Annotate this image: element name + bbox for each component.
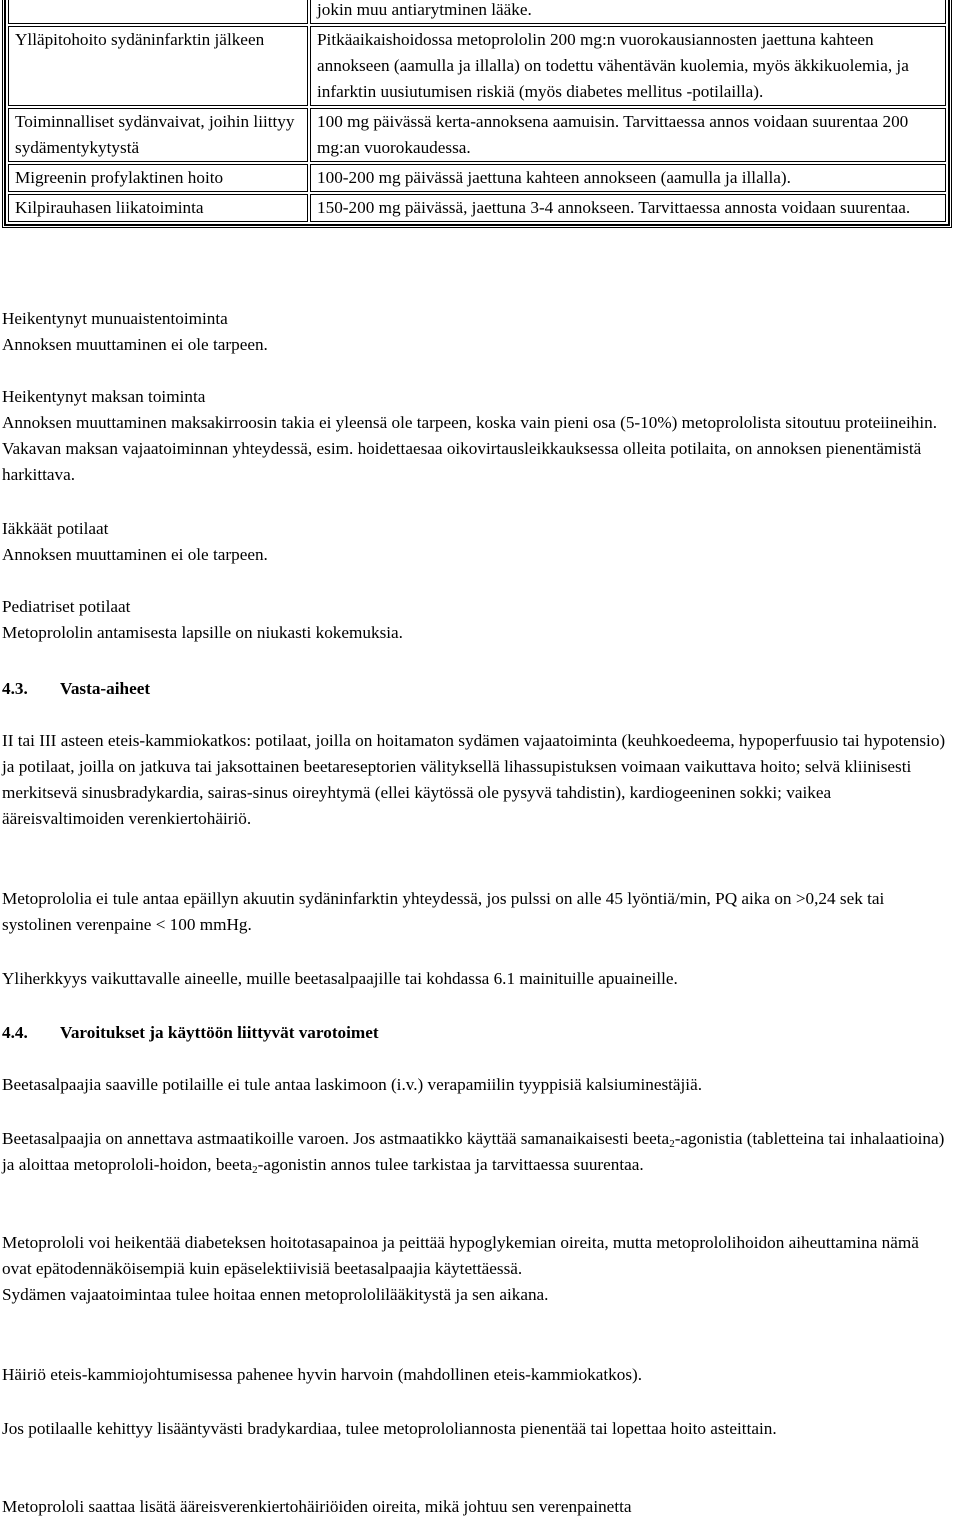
elderly-section <box>2 516 952 568</box>
paragraph: Yliherkkyys vaikuttavalle aineelle, muille beetasalpaajille tai kohdassa 6.1 mainituille apuaineille. <box>2 969 678 988</box>
dosage-cell: 150-200 mg päivässä, jaettuna 3-4 annokseen. Tarvittaessa annosta voidaan suurentaa. <box>310 194 946 222</box>
table-row <box>8 108 946 162</box>
section-subtitle: Iäkkäät potilaat <box>2 519 109 538</box>
paragraph: Sydämen vajaatoimintaa tulee hoitaa ennen metoprololilääkitystä ja sen aikana. <box>2 1285 549 1304</box>
dosage-cell: Pitkäaikaishoidossa metoprololin 200 mg:n vuorokausiannosten jaettuna kahteen annokseen (aamulla ja illalla) on todettu vähentävän kuolemia, myös äkkikuolemia, ja infarktin uusiutumisen riskiä (myös diabetes mellitus -potilailla). <box>310 26 946 106</box>
paragraph: Metoprololi voi heikentää diabeteksen hoitotasapainoa ja peittää hypoglykemian oireita, mutta metoprololihoidon aiheuttamina nämä ovat epätodennäköisempiä kuin epäselektiivisiä beetasalpaajia käytettäessä. <box>2 1233 919 1278</box>
dosage-cell: 100 mg päivässä kerta-annoksena aamuisin. Tarvittaessa annos voidaan suurentaa 200 mg:an vuorokaudessa. <box>310 108 946 162</box>
dosage-table <box>4 0 950 226</box>
warnings-paragraph <box>2 1126 952 1178</box>
section-4-3-heading <box>2 676 952 702</box>
section-4-4-heading <box>2 1020 952 1046</box>
section-title: Vasta-aiheet <box>60 679 151 698</box>
indication-cell: Toiminnalliset sydänvaivat, joihin liittyy sydämentykytystä <box>8 108 308 162</box>
section-text: Annoksen muuttaminen maksakirroosin takia ei yleensä ole tarpeen, koska vain pieni osa (5-10%) metoprololista sitoutuu proteiineihin. Vakavan maksan vajaatoiminnan yhteydessä, esim. hoidettaesaa oikovirtausleikkauksessa olleita potilaita, on annoksen pienentämistä harkittava. <box>2 413 938 484</box>
indication-cell <box>8 0 308 24</box>
indication-cell: Ylläpitohoito sydäninfarktin jälkeen <box>8 26 308 106</box>
warnings-paragraph <box>2 1494 952 1520</box>
contraindications-paragraph <box>2 728 952 832</box>
table-row <box>8 26 946 106</box>
table-row <box>8 0 946 24</box>
paragraph: Häiriö eteis-kammiojohtumisessa pahenee hyvin harvoin (mahdollinen eteis-kammiokatkos). <box>2 1365 643 1384</box>
section-subtitle: Heikentynyt maksan toiminta <box>2 387 206 406</box>
dosage-cell: jokin muu antiarytminen lääke. <box>310 0 946 24</box>
section-number: 4.3. <box>2 679 28 698</box>
section-text: Metoprololin antamisesta lapsille on niukasti kokemuksia. <box>2 623 403 642</box>
warnings-paragraph <box>2 1230 952 1308</box>
indication-cell: Kilpirauhasen liikatoiminta <box>8 194 308 222</box>
paragraph: Metoprololi saattaa lisätä ääreisverenkiertohäiriöiden oireita, mikä johtuu sen verenpainetta <box>2 1497 632 1516</box>
paragraph: Beetasalpaajia saaville potilaille ei tule antaa laskimoon (i.v.) verapamiilin tyyppisiä kalsiuminestäjiä. <box>2 1075 703 1094</box>
paragraph: Jos potilaalle kehittyy lisääntyvästi bradykardiaa, tulee metoprololiannosta pienentää tai lopettaa hoito asteittain. <box>2 1419 777 1438</box>
contraindications-paragraph <box>2 886 952 938</box>
pediatric-section <box>2 594 952 646</box>
section-title: Varoitukset ja käyttöön liittyvät varotoimet <box>60 1023 379 1042</box>
indication-cell: Migreenin profylaktinen hoito <box>8 164 308 192</box>
hepatic-section <box>2 384 952 488</box>
warnings-paragraph <box>2 1362 952 1388</box>
section-number: 4.4. <box>2 1023 28 1042</box>
table-row <box>8 194 946 222</box>
renal-section <box>2 306 952 358</box>
warnings-paragraph <box>2 1416 952 1442</box>
paragraph: Beetasalpaajia on annettava astmaatikoille varoen. Jos astmaatikko käyttää samanaikaisesti beeta$_2$-agonistia (tabletteina tai inhalaatioina) ja aloittaa metoprololi-hoidon, beeta$_2$-agonistin annos tulee tarkistaa ja tarvittaessa suurentaa. <box>2 1129 945 1176</box>
section-subtitle: Pediatriset potilaat <box>2 597 131 616</box>
paragraph: II tai III asteen eteis-kammiokatkos: potilaat, joilla on hoitamaton sydämen vajaatoiminta (keuhkoedeema, hypoperfuusio tai hypotensio) ja potilaat, joilla on jatkuva tai jaksottainen beetareseptorien välityksellä lihassupistuksen voimaan vaikuttava hoito; selvä kliinisesti merkitsevä sinusbradykardia, sairas-sinus oireyhtymä (ellei käytössä ole pysyvä tahdistin), kardiogeeninen sokki; vaikea ääreisvaltimoiden verenkiertohäiriö. <box>2 731 946 828</box>
paragraph: Metoprololia ei tule antaa epäillyn akuutin sydäninfarktin yhteydessä, jos pulssi on alle 45 lyöntiä/min, PQ aika on >0,24 sek tai systolinen verenpaine < 100 mmHg. <box>2 889 885 934</box>
contraindications-paragraph <box>2 966 952 992</box>
dosage-cell: 100-200 mg päivässä jaettuna kahteen annokseen (aamulla ja illalla). <box>310 164 946 192</box>
section-text: Annoksen muuttaminen ei ole tarpeen. <box>2 335 268 354</box>
section-subtitle: Heikentynyt munuaistentoiminta <box>2 309 228 328</box>
table-row <box>8 164 946 192</box>
section-text: Annoksen muuttaminen ei ole tarpeen. <box>2 545 268 564</box>
warnings-paragraph <box>2 1072 952 1098</box>
